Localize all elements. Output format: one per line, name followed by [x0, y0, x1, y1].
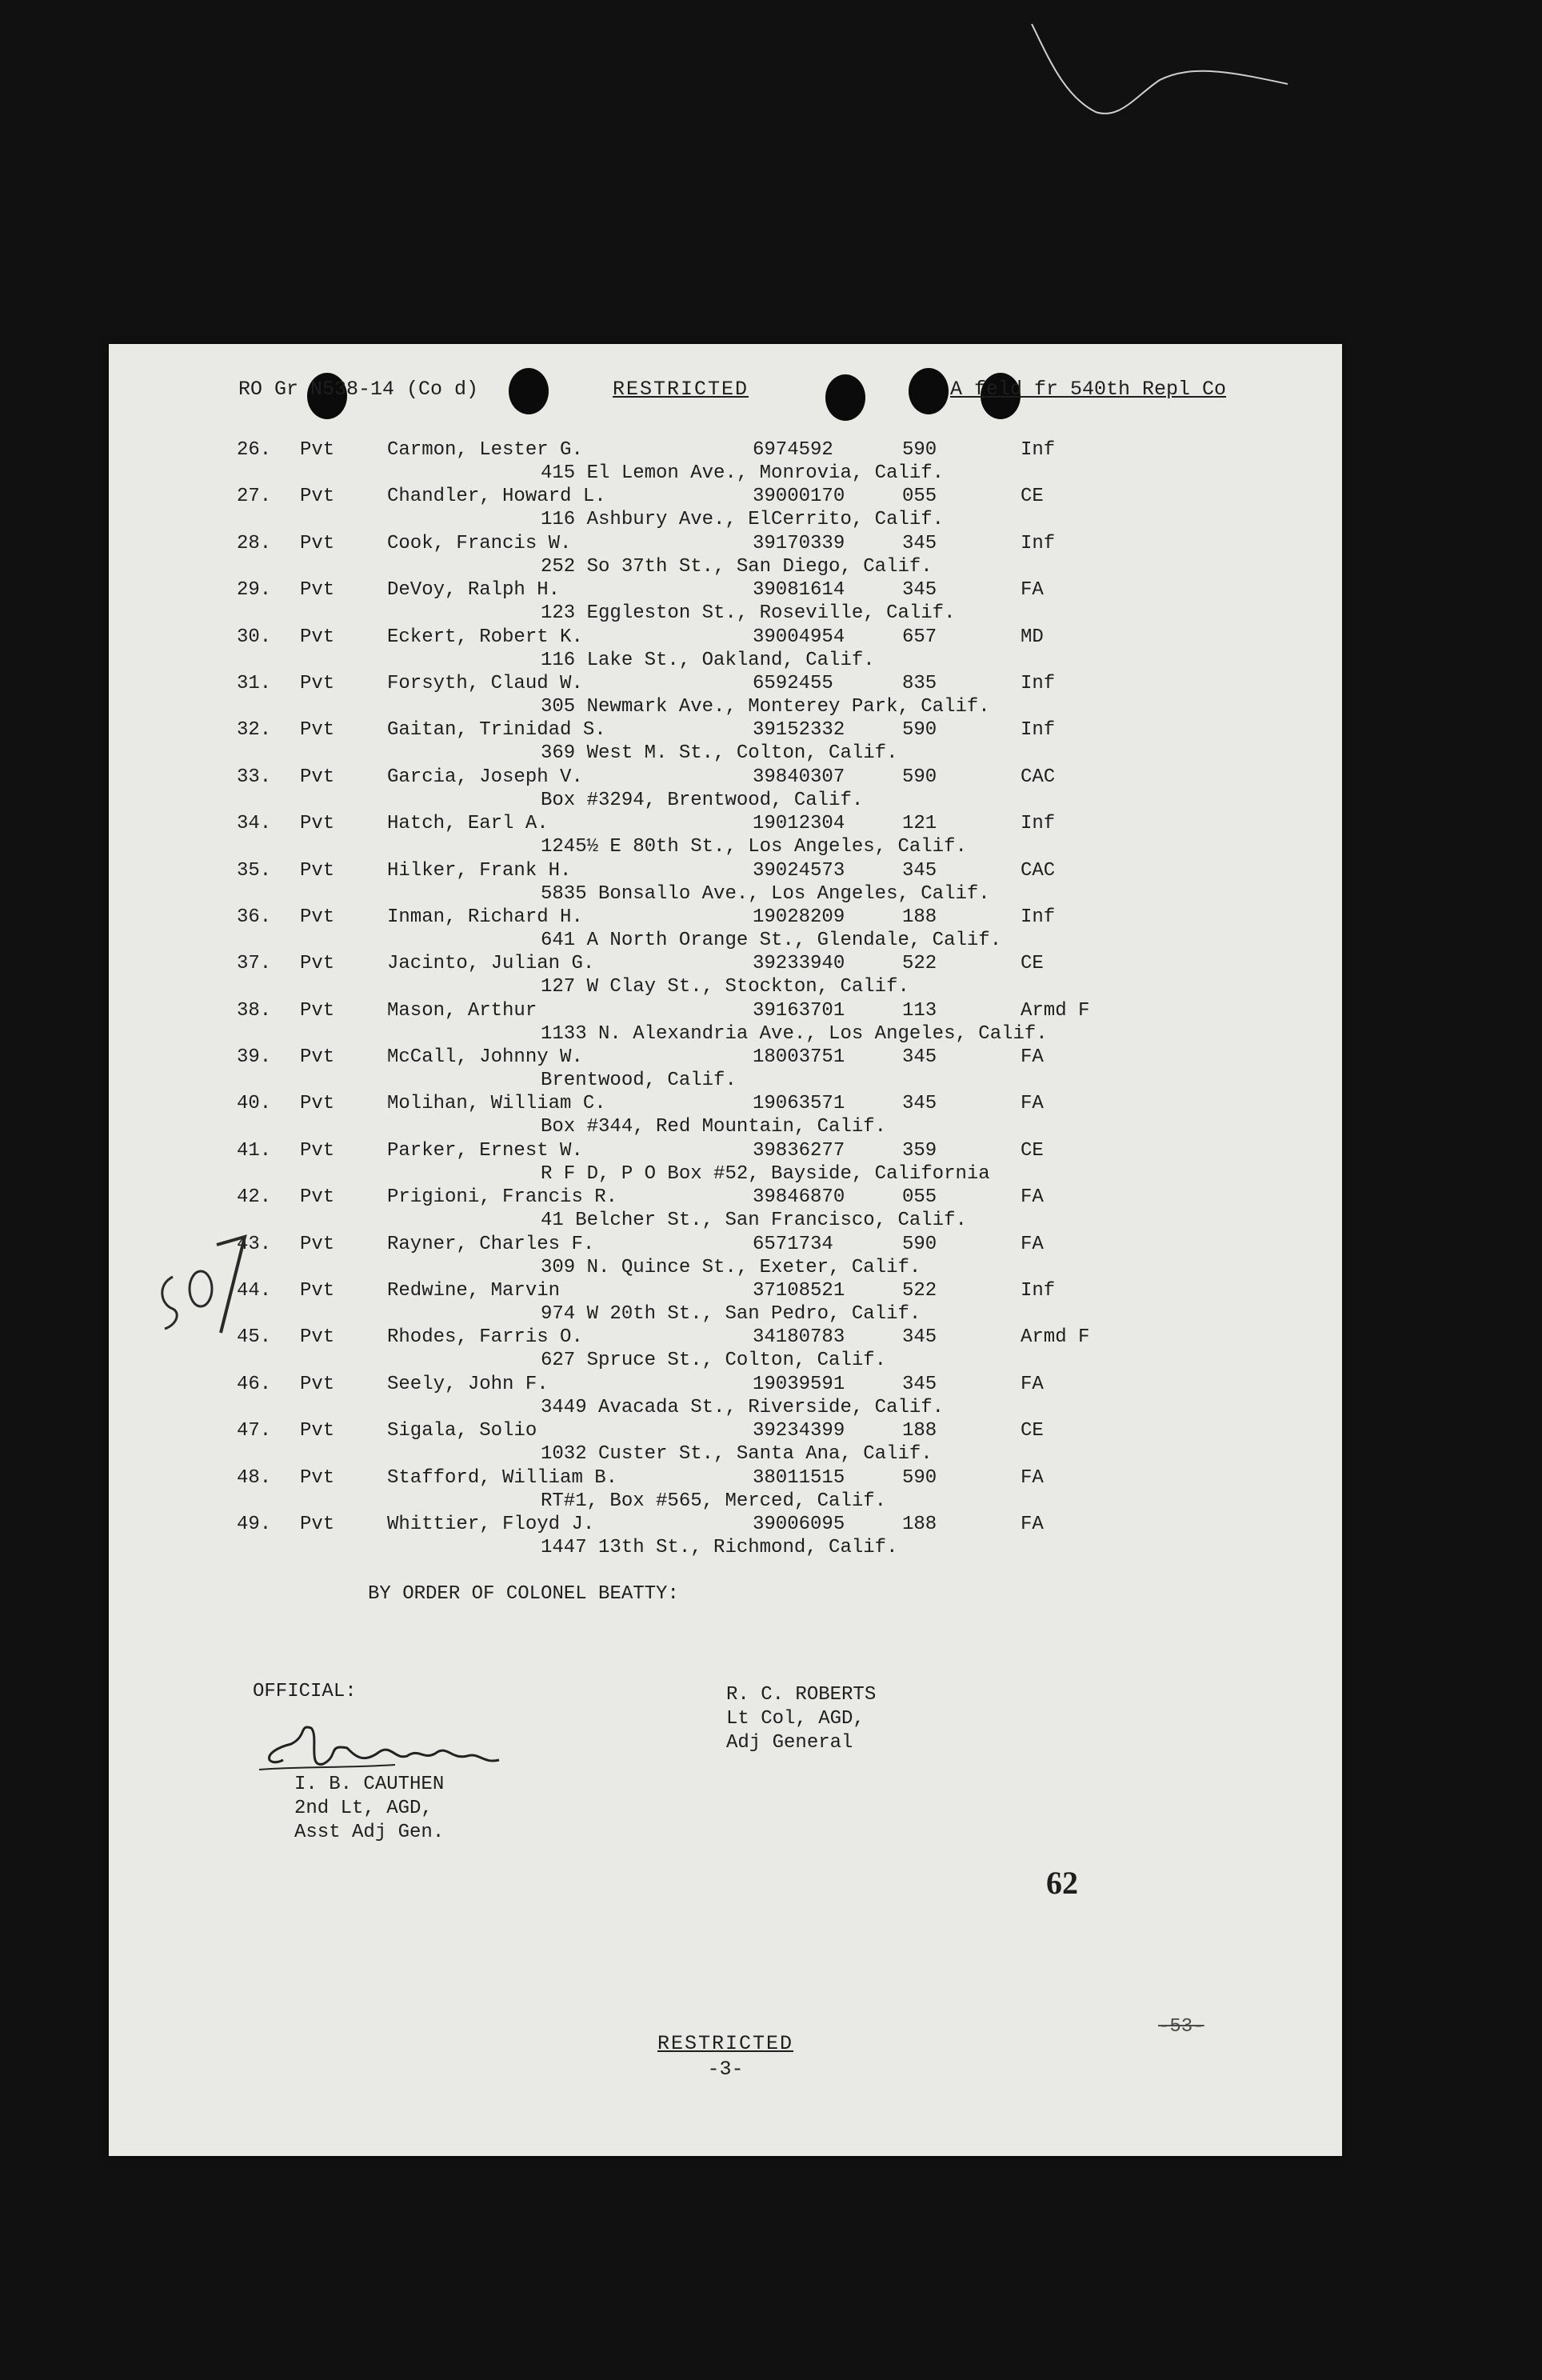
- roster-branch: Armd F: [1021, 1326, 1090, 1349]
- roster-serial: 38011515: [753, 1466, 845, 1489]
- roster-rank: Pvt: [300, 579, 335, 602]
- roster-serial: 39004954: [753, 626, 845, 648]
- roster-name: McCall, Johnny W.: [387, 1046, 583, 1069]
- roster-entry: [109, 485, 1342, 531]
- roster-num: 48.: [237, 1466, 272, 1489]
- roster-address: 641 A North Orange St., Glendale, Calif.: [541, 929, 1002, 951]
- roster-num: 35.: [237, 859, 272, 882]
- roster-rank: Pvt: [300, 1466, 335, 1489]
- roster-code: 055: [902, 486, 937, 508]
- roster-name: Molihan, William C.: [387, 1093, 606, 1115]
- roster-num: 45.: [237, 1326, 272, 1349]
- roster-address: 116 Ashbury Ave., ElCerrito, Calif.: [541, 509, 945, 531]
- roster-name: Redwine, Marvin: [387, 1280, 561, 1302]
- roster-branch: Inf: [1021, 672, 1056, 694]
- roster-code: 590: [902, 439, 937, 461]
- punch-hole: [509, 368, 549, 414]
- roster-entry: [109, 1419, 1342, 1466]
- roster-code: 345: [902, 1046, 937, 1069]
- roster-num: 31.: [237, 672, 272, 694]
- roster-address: 369 West M. St., Colton, Calif.: [541, 742, 898, 765]
- roster-num: 29.: [237, 579, 272, 602]
- signer-rank: Lt Col, AGD,: [726, 1708, 865, 1730]
- roster-branch: CAC: [1021, 766, 1056, 788]
- roster-code: 590: [902, 766, 937, 788]
- signer-name: R. C. ROBERTS: [726, 1684, 877, 1706]
- roster-name: Carmon, Lester G.: [387, 439, 583, 461]
- roster-rank: Pvt: [300, 999, 335, 1022]
- roster-branch: FA: [1021, 1046, 1044, 1069]
- handwritten-margin-note: [141, 1213, 253, 1357]
- personnel-roster: [109, 438, 1342, 1559]
- roster-name: Rayner, Charles F.: [387, 1233, 595, 1255]
- roster-address: 1133 N. Alexandria Ave., Los Angeles, Calif.: [541, 1022, 1048, 1045]
- roster-code: 188: [902, 906, 937, 928]
- roster-serial: 39081614: [753, 579, 845, 602]
- roster-entry: [109, 1279, 1342, 1326]
- roster-num: 40.: [237, 1093, 272, 1115]
- roster-rank: Pvt: [300, 766, 335, 788]
- roster-serial: 39234399: [753, 1420, 845, 1442]
- roster-rank: Pvt: [300, 1420, 335, 1442]
- roster-name: Eckert, Robert K.: [387, 626, 583, 648]
- roster-entry: [109, 812, 1342, 858]
- roster-name: Hilker, Frank H.: [387, 859, 572, 882]
- roster-code: 522: [902, 1280, 937, 1302]
- roster-serial: 18003751: [753, 1046, 845, 1069]
- roster-name: Parker, Ernest W.: [387, 1139, 583, 1162]
- roster-address: 123 Eggleston St., Roseville, Calif.: [541, 602, 956, 625]
- roster-address: 1245½ E 80th St., Los Angeles, Calif.: [541, 836, 967, 858]
- roster-serial: 39170339: [753, 532, 845, 554]
- roster-name: Whittier, Floyd J.: [387, 1513, 595, 1535]
- roster-entry: [109, 626, 1342, 672]
- signature-block-cauthen: [294, 1773, 444, 1845]
- signer-rank: 2nd Lt, AGD,: [294, 1798, 433, 1819]
- roster-branch: CE: [1021, 953, 1044, 975]
- roster-num: 49.: [237, 1513, 272, 1535]
- roster-serial: 19063571: [753, 1093, 845, 1115]
- roster-serial: 6974592: [753, 439, 833, 461]
- roster-branch: Armd F: [1021, 999, 1090, 1022]
- roster-address: 3449 Avacada St., Riverside, Calif.: [541, 1396, 945, 1418]
- roster-branch: MD: [1021, 626, 1044, 648]
- roster-entry: [109, 532, 1342, 578]
- roster-name: Stafford, William B.: [387, 1466, 618, 1489]
- roster-rank: Pvt: [300, 813, 335, 835]
- order-line: BY ORDER OF COLONEL BEATTY:: [368, 1583, 679, 1605]
- roster-entry: [109, 1466, 1342, 1513]
- roster-code: 345: [902, 1373, 937, 1395]
- roster-branch: Inf: [1021, 1280, 1056, 1302]
- roster-rank: Pvt: [300, 1233, 335, 1255]
- roster-branch: FA: [1021, 579, 1044, 602]
- roster-name: Jacinto, Julian G.: [387, 953, 595, 975]
- roster-address: 252 So 37th St., San Diego, Calif.: [541, 555, 933, 578]
- roster-address: 1447 13th St., Richmond, Calif.: [541, 1536, 898, 1558]
- roster-name: Chandler, Howard L.: [387, 486, 606, 508]
- roster-serial: 39840307: [753, 766, 845, 788]
- roster-serial: 6571734: [753, 1233, 833, 1255]
- roster-entry: [109, 952, 1342, 998]
- roster-rank: Pvt: [300, 1139, 335, 1162]
- roster-num: 38.: [237, 999, 272, 1022]
- roster-name: Seely, John F.: [387, 1373, 549, 1395]
- roster-branch: FA: [1021, 1466, 1044, 1489]
- roster-rank: Pvt: [300, 1513, 335, 1535]
- roster-entry: [109, 1139, 1342, 1186]
- roster-name: Inman, Richard H.: [387, 906, 583, 928]
- roster-num: 30.: [237, 626, 272, 648]
- roster-address: 127 W Clay St., Stockton, Calif.: [541, 976, 909, 998]
- roster-num: 33.: [237, 766, 272, 788]
- roster-rank: Pvt: [300, 1186, 335, 1209]
- roster-num: 41.: [237, 1139, 272, 1162]
- roster-serial: 39233940: [753, 953, 845, 975]
- roster-serial: 39846870: [753, 1186, 845, 1209]
- order-reference: RO Gr N538-14 (Co d): [238, 378, 479, 401]
- roster-code: 188: [902, 1420, 937, 1442]
- roster-num: 36.: [237, 906, 272, 928]
- roster-code: 522: [902, 953, 937, 975]
- roster-code: 590: [902, 719, 937, 742]
- roster-rank: Pvt: [300, 1280, 335, 1302]
- roster-num: 26.: [237, 439, 272, 461]
- roster-entry: [109, 672, 1342, 718]
- classification-footer: RESTRICTED: [657, 2032, 794, 2055]
- roster-rank: Pvt: [300, 672, 335, 694]
- roster-entry: [109, 438, 1342, 485]
- roster-name: Gaitan, Trinidad S.: [387, 719, 606, 742]
- roster-rank: Pvt: [300, 719, 335, 742]
- roster-address: 116 Lake St., Oakland, Calif.: [541, 649, 875, 671]
- roster-rank: Pvt: [300, 1326, 335, 1349]
- roster-code: 345: [902, 1326, 937, 1349]
- roster-branch: CAC: [1021, 859, 1056, 882]
- roster-entry: [109, 1326, 1342, 1372]
- roster-rank: Pvt: [300, 859, 335, 882]
- roster-code: 345: [902, 1093, 937, 1115]
- roster-serial: 39163701: [753, 999, 845, 1022]
- roster-serial: 39006095: [753, 1513, 845, 1535]
- roster-address: 974 W 20th St., San Pedro, Calif.: [541, 1303, 921, 1326]
- roster-code: 345: [902, 579, 937, 602]
- roster-entry: [109, 999, 1342, 1046]
- classification-header: RESTRICTED: [613, 378, 749, 401]
- roster-num: 28.: [237, 532, 272, 554]
- roster-name: Rhodes, Farris O.: [387, 1326, 583, 1349]
- roster-rank: Pvt: [300, 532, 335, 554]
- roster-entry: [109, 906, 1342, 952]
- roster-address: 415 El Lemon Ave., Monrovia, Calif.: [541, 462, 945, 484]
- roster-name: Prigioni, Francis R.: [387, 1186, 618, 1209]
- roster-num: 37.: [237, 953, 272, 975]
- roster-serial: 39024573: [753, 859, 845, 882]
- signer-title: Asst Adj Gen.: [294, 1822, 445, 1843]
- punch-hole: [909, 368, 949, 414]
- roster-address: Box #344, Red Mountain, Calif.: [541, 1116, 887, 1138]
- roster-address: 309 N. Quince St., Exeter, Calif.: [541, 1256, 921, 1278]
- roster-branch: Inf: [1021, 439, 1056, 461]
- roster-branch: FA: [1021, 1186, 1044, 1209]
- roster-name: Mason, Arthur: [387, 999, 537, 1022]
- roster-code: 590: [902, 1466, 937, 1489]
- roster-code: 359: [902, 1139, 937, 1162]
- transfer-note: A feld fr 540th Repl Co: [950, 378, 1227, 401]
- roster-num: 43.: [237, 1233, 272, 1255]
- roster-address: R F D, P O Box #52, Bayside, California: [541, 1162, 990, 1185]
- roster-num: 39.: [237, 1046, 272, 1069]
- roster-serial: 39000170: [753, 486, 845, 508]
- page-number-stamp: 62: [1046, 1865, 1078, 1901]
- roster-num: 42.: [237, 1186, 272, 1209]
- roster-branch: Inf: [1021, 532, 1056, 554]
- roster-entry: [109, 1233, 1342, 1279]
- roster-serial: 39836277: [753, 1139, 845, 1162]
- roster-entry: [109, 1513, 1342, 1559]
- roster-branch: CE: [1021, 1420, 1044, 1442]
- signer-name: I. B. CAUTHEN: [294, 1774, 445, 1795]
- roster-rank: Pvt: [300, 486, 335, 508]
- roster-rank: Pvt: [300, 626, 335, 648]
- roster-rank: Pvt: [300, 1046, 335, 1069]
- signer-title: Adj General: [726, 1732, 853, 1754]
- roster-serial: 19039591: [753, 1373, 845, 1395]
- roster-code: 113: [902, 999, 937, 1022]
- roster-address: 5835 Bonsallo Ave., Los Angeles, Calif.: [541, 882, 990, 905]
- roster-serial: 19028209: [753, 906, 845, 928]
- roster-name: DeVoy, Ralph H.: [387, 579, 561, 602]
- struck-page-number: -53-: [1158, 2016, 1204, 2038]
- roster-branch: Inf: [1021, 906, 1056, 928]
- punch-hole: [825, 374, 865, 421]
- roster-rank: Pvt: [300, 906, 335, 928]
- roster-code: 835: [902, 672, 937, 694]
- roster-entry: [109, 766, 1342, 812]
- roster-rank: Pvt: [300, 1093, 335, 1115]
- roster-entry: [109, 1373, 1342, 1419]
- roster-entry: [109, 1046, 1342, 1092]
- roster-code: 345: [902, 859, 937, 882]
- roster-entry: [109, 1186, 1342, 1232]
- roster-rank: Pvt: [300, 1373, 335, 1395]
- roster-serial: 39152332: [753, 719, 845, 742]
- roster-address: Brentwood, Calif.: [541, 1070, 737, 1092]
- roster-code: 590: [902, 1233, 937, 1255]
- pen-scribble-mark: [1024, 8, 1296, 128]
- roster-num: 32.: [237, 719, 272, 742]
- roster-rank: Pvt: [300, 439, 335, 461]
- roster-num: 46.: [237, 1373, 272, 1395]
- roster-address: 627 Spruce St., Colton, Calif.: [541, 1350, 887, 1372]
- roster-serial: 34180783: [753, 1326, 845, 1349]
- roster-num: 34.: [237, 813, 272, 835]
- roster-branch: FA: [1021, 1233, 1044, 1255]
- roster-branch: Inf: [1021, 813, 1056, 835]
- roster-branch: FA: [1021, 1373, 1044, 1395]
- footer-page-number: -3-: [707, 2058, 744, 2081]
- roster-num: 47.: [237, 1420, 272, 1442]
- roster-address: 41 Belcher St., San Francisco, Calif.: [541, 1210, 967, 1232]
- roster-name: Cook, Francis W.: [387, 532, 572, 554]
- roster-name: Sigala, Solio: [387, 1420, 537, 1442]
- roster-code: 121: [902, 813, 937, 835]
- roster-entry: [109, 718, 1342, 765]
- roster-name: Garcia, Joseph V.: [387, 766, 583, 788]
- roster-code: 345: [902, 532, 937, 554]
- roster-branch: CE: [1021, 486, 1044, 508]
- roster-code: 188: [902, 1513, 937, 1535]
- roster-branch: Inf: [1021, 719, 1056, 742]
- roster-serial: 6592455: [753, 672, 833, 694]
- roster-num: 27.: [237, 486, 272, 508]
- roster-branch: FA: [1021, 1513, 1044, 1535]
- roster-name: Hatch, Earl A.: [387, 813, 549, 835]
- roster-serial: 37108521: [753, 1280, 845, 1302]
- roster-rank: Pvt: [300, 953, 335, 975]
- roster-branch: FA: [1021, 1093, 1044, 1115]
- roster-address: Box #3294, Brentwood, Calif.: [541, 789, 864, 811]
- roster-entry: [109, 1092, 1342, 1138]
- roster-code: 055: [902, 1186, 937, 1209]
- roster-entry: [109, 578, 1342, 625]
- roster-serial: 19012304: [753, 813, 845, 835]
- roster-branch: CE: [1021, 1139, 1044, 1162]
- roster-address: 305 Newmark Ave., Monterey Park, Calif.: [541, 695, 990, 718]
- roster-entry: [109, 859, 1342, 906]
- roster-address: RT#1, Box #565, Merced, Calif.: [541, 1490, 887, 1512]
- roster-name: Forsyth, Claud W.: [387, 672, 583, 694]
- roster-address: 1032 Custer St., Santa Ana, Calif.: [541, 1443, 933, 1466]
- signature-block-roberts: [726, 1683, 876, 1755]
- official-label: OFFICIAL:: [253, 1681, 357, 1702]
- roster-num: 44.: [237, 1280, 272, 1302]
- document-page: [109, 344, 1342, 2156]
- roster-code: 657: [902, 626, 937, 648]
